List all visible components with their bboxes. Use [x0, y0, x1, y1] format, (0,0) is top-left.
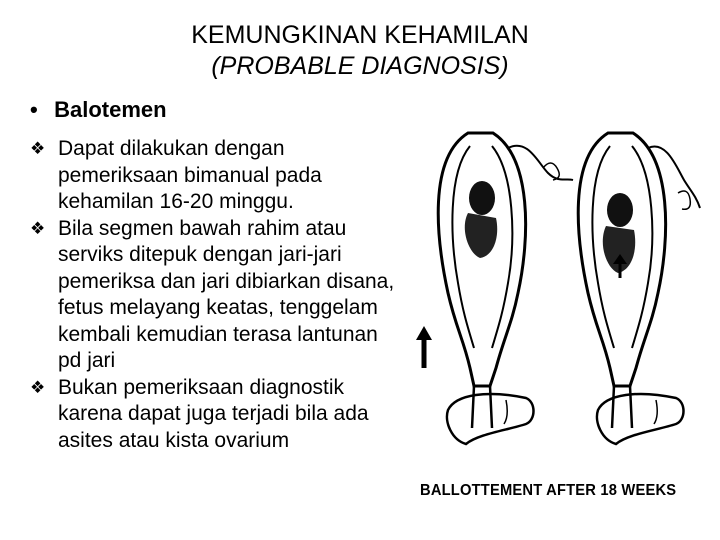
diamond-bullet-icon: ❖ — [30, 377, 46, 397]
list-item — [30, 216, 405, 375]
uterus-left — [438, 133, 573, 428]
list-item — [30, 375, 405, 455]
heading-text: Balotemen — [54, 97, 167, 122]
diamond-bullet-icon: ❖ — [30, 139, 46, 158]
uterus-right — [578, 133, 700, 428]
list-item-text: Bila segmen bawah rahim atau serviks ditepuk dengan jari-jari pemeriksa dan jari dibiarkan disana, fetus melayang keatas, tenggelam kembali kemudian terasa lantunan pd jari — [58, 216, 395, 372]
examiner-finger-right — [597, 394, 684, 444]
figure-caption: BALLOTTEMENT AFTER 18 WEEKS — [420, 482, 677, 499]
list-item-text: Dapat dilakukan dengan pemeriksaan bimanual pada kehamilan 16-20 minggu. — [58, 137, 322, 213]
heading-bullet: • — [30, 97, 38, 122]
section-heading — [30, 97, 167, 123]
list-item-text: Bukan pemeriksaan diagnostik karena dapat juga terjadi bila ada asites atau kista ovarium — [58, 375, 369, 452]
ballottement-illustration — [408, 118, 708, 523]
title-line-1: KEMUNGKINAN KEHAMILAN — [191, 21, 529, 49]
slide-title — [80, 20, 640, 82]
title-line-2: (PROBABLE DIAGNOSIS) — [211, 52, 509, 80]
diamond-bullet-icon: ❖ — [30, 218, 46, 238]
up-arrow-icon — [416, 326, 432, 368]
list-item — [30, 136, 405, 216]
bullet-list — [30, 136, 405, 454]
